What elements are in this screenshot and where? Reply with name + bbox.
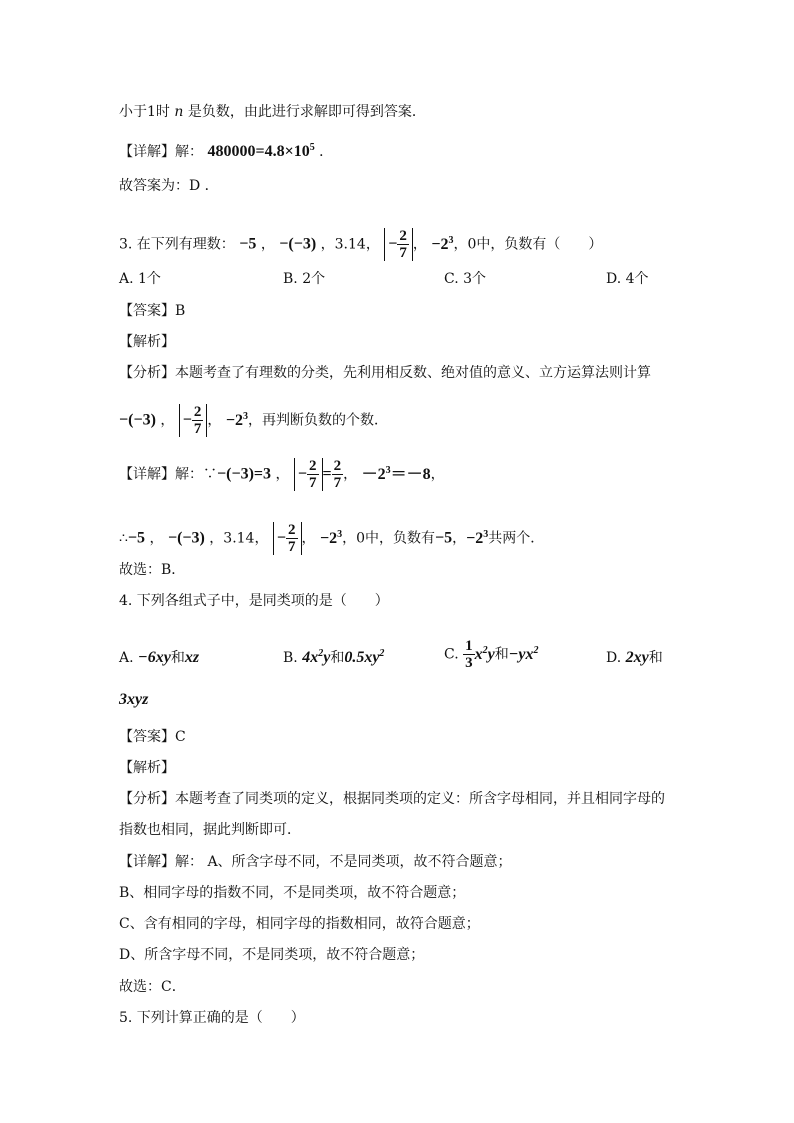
q3-analysis-label: 【解析】 — [119, 334, 175, 350]
q3-choice: 故选：B． — [119, 562, 186, 578]
q4-stem: 4. 下列各组式子中，是同类项的是（ ） — [119, 593, 389, 609]
q4-option-a: A. −6xy和xz — [119, 649, 200, 666]
q4-option-b: B. $4x^2y$和$0.5xy^2$ — [283, 648, 385, 666]
q4-choice: 故选：C． — [119, 979, 186, 995]
intro-var: n — [174, 104, 184, 120]
q4-analysis-label: 【解析】 — [119, 760, 175, 776]
q4-analysis-1: 【分析】本题考查了同类项的定义，根据同类项的定义：所含字母相同，并且相同字母的 — [119, 791, 665, 807]
q3-option-c: C. 3个 — [444, 271, 487, 287]
q2-math: $480000=4.8\times 10^5$ — [207, 142, 315, 160]
intro-rest: 是负数，由此进行求解即可得到答案． — [187, 104, 426, 120]
q4-option-c: C. $\frac{1}{3}$ $x^2y$和$-yx^2$ — [444, 638, 539, 671]
q4-option-d-cont: 3xyz — [119, 691, 149, 708]
abs-fraction: − $\frac{2}{7}$ — [384, 228, 413, 261]
q3-option-a: A. 1个 — [119, 271, 161, 287]
q3-stem: 3. 在下列有理数： −5 ， −(−3) ，3.14， − $\frac{2}{7}$ ， $-2^3$，0中，负数有（ ） — [119, 228, 603, 261]
q2-detail: 【详解】解： $480000=4.8\times 10^5$ ． — [119, 142, 334, 160]
q2-answer: 故答案为：D ． — [119, 178, 219, 194]
q4-detail-2: B、相同字母的指数不同，不是同类项，故不符合题意； — [119, 885, 466, 901]
q4-analysis-2: 指数也相同，据此判断即可． — [119, 822, 301, 838]
q4-answer: 【答案】C — [119, 729, 186, 745]
q3-conclusion: ∴−5 ， −(−3) ，3.14， − $\frac{2}{7}$ ， $-2^3$，0中，负数有−5，$-2^3$共两个． — [119, 522, 545, 555]
q4-detail-1: 【详解】解： A、所含字母不同，不是同类项，故不符合题意； — [119, 854, 512, 870]
intro-line — [119, 102, 426, 122]
q3-analysis: 【分析】本题考查了有理数的分类，先利用相反数、绝对值的意义、立方运算法则计算 — [119, 365, 651, 381]
q3-option-d: D. 4个 — [606, 271, 649, 287]
q3-option-b: B. 2个 — [283, 271, 326, 287]
q5-stem: 5. 下列计算正确的是（ ） — [119, 1010, 305, 1026]
intro-text: 小于1时 — [119, 104, 170, 120]
detail-label: 【详解】解： — [119, 144, 203, 160]
q3-detail: 【详解】解：∵−(−3)=3 ， − $\frac{2}{7}$ = $\frac{2}{7}$ ， $-2^3=-8$， — [119, 458, 445, 491]
q3-answer: 【答案】B — [119, 303, 186, 319]
q4-detail-4: D、所含字母不同，不是同类项，故不符合题意； — [119, 947, 425, 963]
q4-detail-3: C、含有相同的字母，相同字母的指数相同，故符合题意； — [119, 916, 480, 932]
q3-analysis-cont: −(−3) ， − $\frac{2}{7}$ ， $-2^3$，再判断负数的个数． — [119, 404, 388, 437]
q4-option-d: D. 2xy和 — [606, 649, 663, 666]
